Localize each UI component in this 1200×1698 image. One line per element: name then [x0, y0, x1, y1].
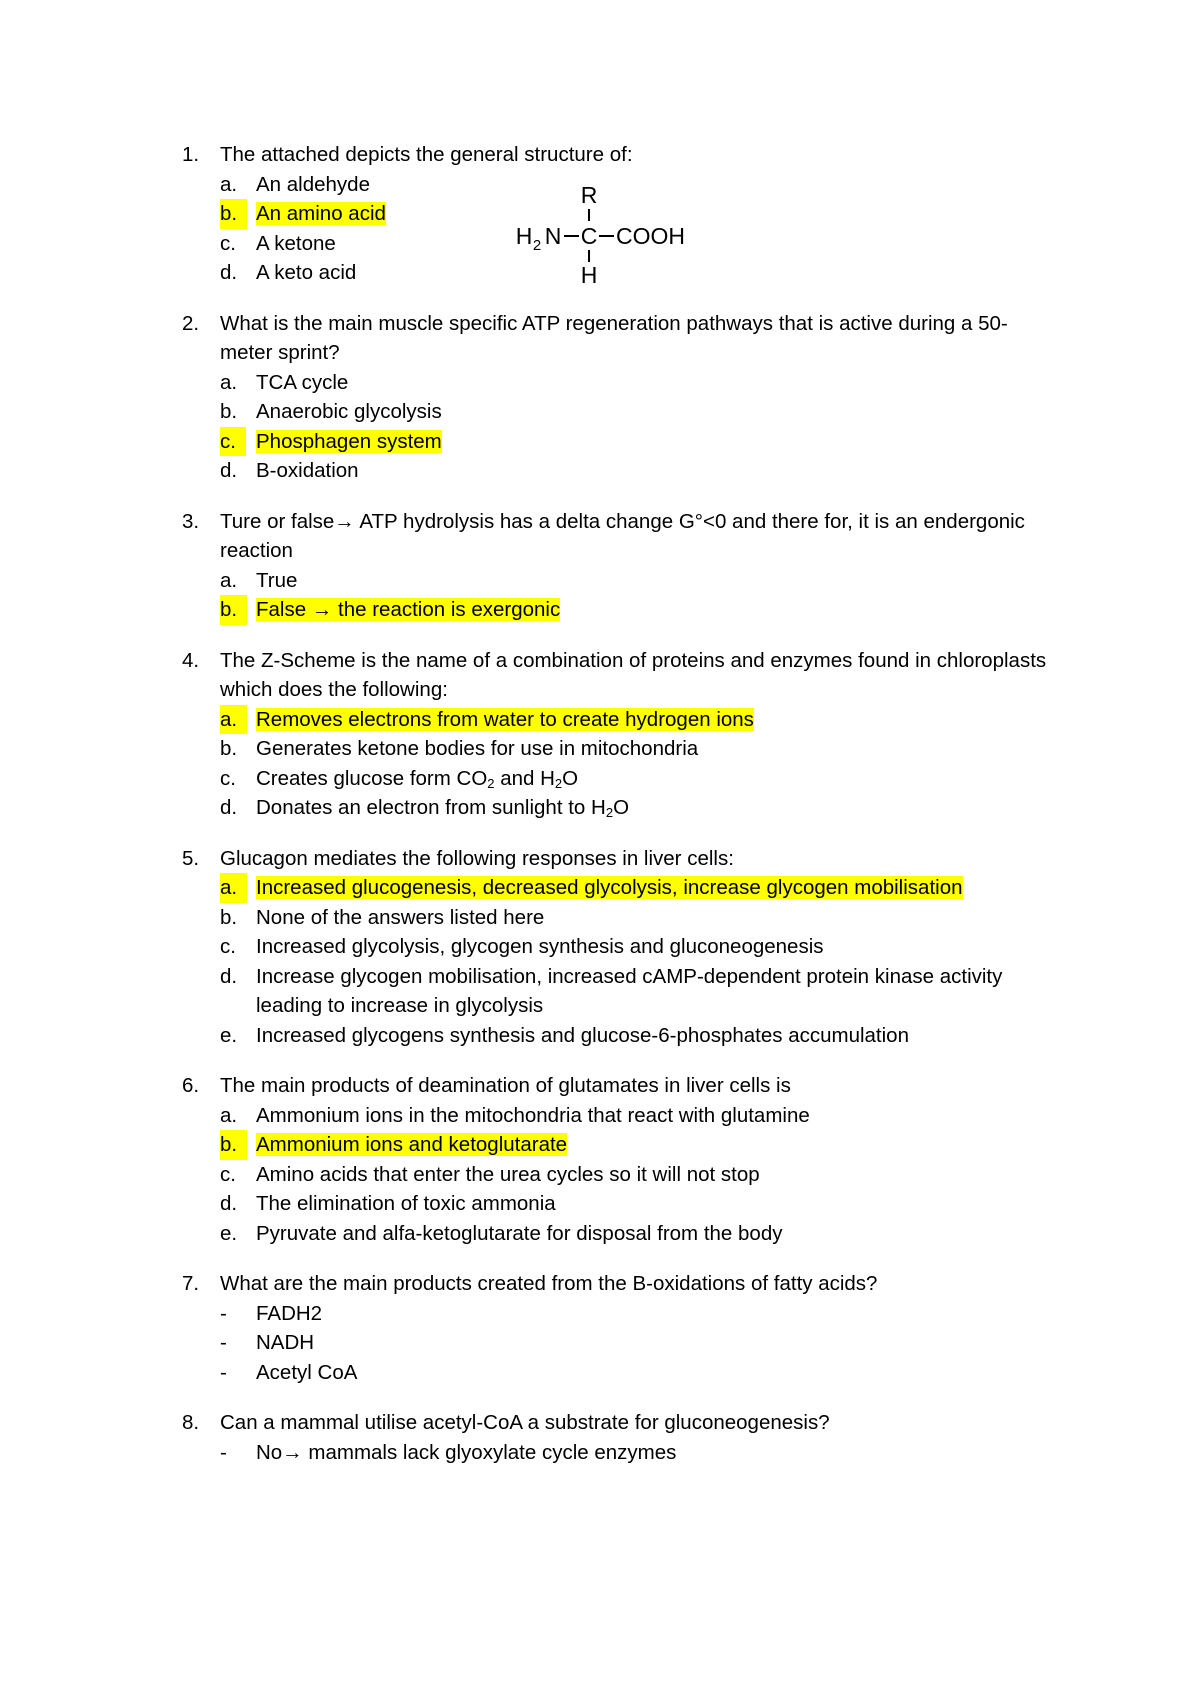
question-5: [0, 844, 1200, 1051]
question-6: [0, 1071, 1200, 1248]
option-c: c. A ketone: [220, 231, 336, 255]
question-number: 6.: [182, 1074, 200, 1097]
question-number: 1.: [182, 143, 200, 166]
amine-h-label: H: [515, 223, 533, 249]
question-text: The attached depicts the general structure of:: [220, 143, 633, 166]
question-number: 5.: [182, 846, 200, 870]
r-group-label: R: [580, 182, 598, 208]
bullet-item: - FADH2: [0, 1299, 1200, 1329]
dash-bullet: -: [220, 1331, 227, 1354]
question-text: What are the main products created from the B-oxidations of fatty acids?: [220, 1272, 878, 1295]
option-b-highlighted: b. False → the reaction is exergonic: [0, 595, 1200, 625]
bullet-item: - No→ mammals lack glyoxylate cycle enzymes: [0, 1438, 1200, 1468]
option-c-highlighted: c. Phosphagen system: [0, 427, 1200, 457]
question-text: What is the main muscle specific ATP regeneration pathways that is active during a 50-meter sprint?: [220, 311, 1008, 364]
question-3: [0, 507, 1200, 625]
option-d: d. Donates an electron from sunlight to $H_2O$: [220, 796, 630, 820]
bullet-item: - Acetyl CoA: [0, 1358, 1200, 1388]
question-text: The Z-Scheme is the name of a combination of proteins and enzymes found in chloroplasts which does the following:: [220, 648, 1047, 701]
amine-n-label: N: [544, 223, 562, 249]
bullet-item: - NADH: [0, 1328, 1200, 1358]
question-number: 4.: [182, 648, 200, 672]
option-b: b. None of the answers listed here: [220, 905, 545, 929]
option-a: a. TCA cycle: [220, 370, 349, 394]
amine-subscript: 2: [532, 237, 542, 254]
question-text: Can a mammal utilise acetyl-CoA a substrate for gluconeogenesis?: [220, 1411, 830, 1434]
question-text: Glucagon mediates the following responses in liver cells:: [220, 846, 734, 870]
option-d: d. Increase glycogen mobilisation, increased cAMP-dependent protein kinase activity leading to increase in glycolysis: [220, 964, 1003, 1017]
question-4: [0, 646, 1200, 823]
option-b: b. Anaerobic glycolysis: [220, 400, 442, 423]
option-a: a. An aldehyde: [220, 172, 370, 196]
option-c: c. Amino acids that enter the urea cycles so it will not stop: [220, 1162, 760, 1186]
option-b: b. Generates ketone bodies for use in mitochondria: [220, 737, 699, 760]
dash-bullet: -: [220, 1440, 227, 1464]
option-c: c. Creates glucose form $CO_2$ and $H_2O$: [220, 766, 579, 791]
question-text: Ture or false→ ATP hydrolysis has a delta change G°<0 and there for, it is an endergonic reaction: [220, 509, 1025, 562]
option-b-highlighted: b. An amino acid: [0, 199, 1200, 229]
question-number: 3.: [182, 509, 200, 533]
question-number: 2.: [182, 311, 200, 335]
dash-bullet: -: [220, 1360, 227, 1384]
option-c: c. Increased glycolysis, glycogen synthesis and gluconeogenesis: [220, 935, 824, 958]
alpha-carbon-label: C: [580, 223, 598, 249]
option-d: d. A keto acid: [220, 261, 357, 284]
question-number: 7.: [182, 1272, 200, 1295]
question-8: [0, 1408, 1200, 1467]
question-2: [0, 309, 1200, 486]
question-7: [0, 1269, 1200, 1387]
dash-bullet: -: [220, 1301, 227, 1325]
option-e: e. Increased glycogens synthesis and glucose-6-phosphates accumulation: [220, 1023, 909, 1047]
question-list: [0, 140, 1200, 1467]
option-e: e. Pyruvate and alfa-ketoglutarate for disposal from the body: [220, 1221, 783, 1245]
option-d: d. B-oxidation: [220, 459, 359, 482]
bottom-h-label: H: [580, 262, 598, 288]
amino-acid-structure-figure: [494, 176, 706, 288]
option-a: a. True: [220, 568, 298, 592]
carboxyl-label: COOH: [616, 223, 685, 249]
option-d: d. The elimination of toxic ammonia: [220, 1192, 556, 1215]
option-b-highlighted: b. Ammonium ions and ketoglutarate: [0, 1130, 1200, 1160]
question-text: The main products of deamination of glutamates in liver cells is: [220, 1074, 791, 1097]
option-a-highlighted: a. Removes electrons from water to create hydrogen ions: [0, 705, 1200, 735]
question-number: 8.: [182, 1411, 200, 1434]
option-a-highlighted: a. Increased glucogenesis, decreased glycolysis, increase glycogen mobilisation: [0, 873, 1200, 903]
option-a: a. Ammonium ions in the mitochondria that react with glutamine: [220, 1103, 810, 1127]
